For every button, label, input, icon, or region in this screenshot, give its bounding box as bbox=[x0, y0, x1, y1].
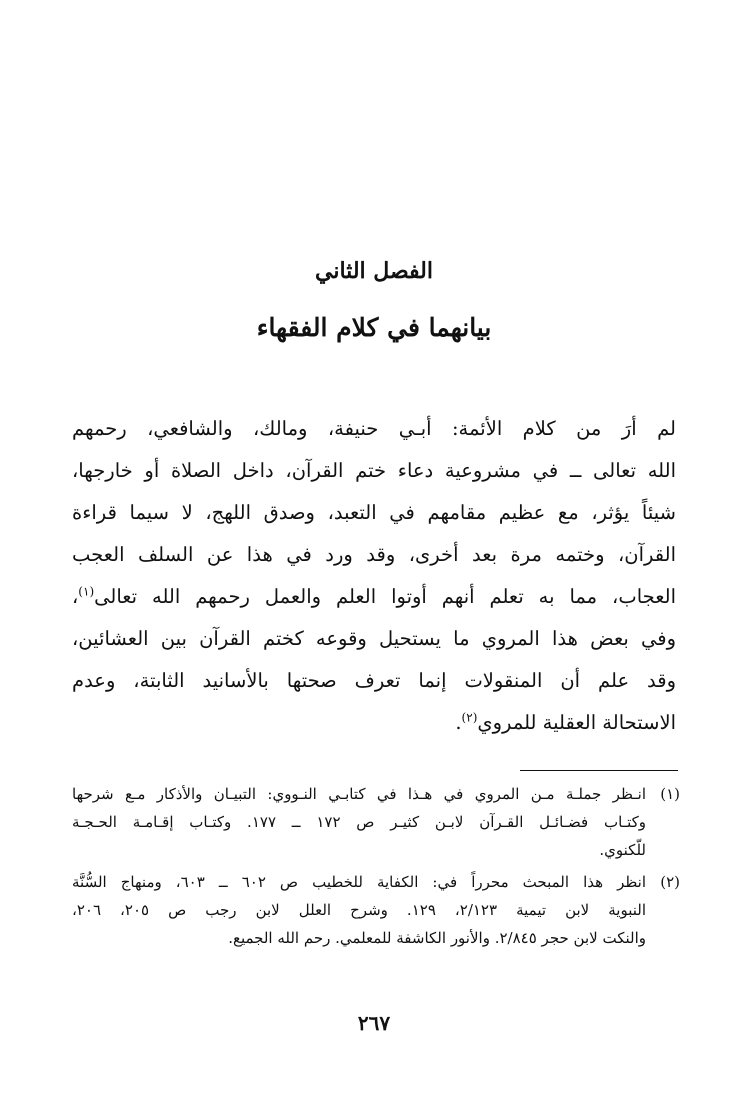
footnote-line: انظر هذا المبحث محرراً في: الكفاية للخطيب ص ٦٠٢ ــ ٦٠٣، ومنهاج السُّنَّة bbox=[72, 873, 646, 891]
footnote-line: للّكنوي. bbox=[599, 841, 646, 859]
footnote-line: النبوية لابن تيمية ٢/١٢٣، ١٢٩. وشرح العلل لابن رجب ص ٢٠٥، ٢٠٦، bbox=[72, 901, 647, 919]
footnote-number: (٢) bbox=[660, 873, 680, 891]
paragraph-line: لم أرَ من كلام الأئمة: أبـي حنيفة، ومالك، والشافعي، رحمهم bbox=[72, 417, 676, 440]
paragraph-line-text: الاستحالة العقلية للمروي bbox=[477, 711, 676, 734]
main-paragraph bbox=[72, 408, 676, 744]
paragraph-line-with-note bbox=[72, 702, 676, 744]
chapter-label: الفصل الثاني bbox=[315, 258, 433, 284]
footnote-divider bbox=[520, 770, 678, 771]
punctuation: . bbox=[455, 711, 462, 734]
footnote-ref-1[interactable]: (١) bbox=[78, 584, 95, 599]
paragraph-line-with-note bbox=[72, 576, 676, 618]
footnote-line: وكتـاب فضـائـل القـرآن لابـن كثيـر ص ١٧٢ ــ ١٧٧. وكتـاب إقـامـة الحـجـة bbox=[72, 813, 647, 831]
footnote-ref-2[interactable]: (٢) bbox=[461, 710, 478, 725]
footnote-line: انـظر جملـة مـن المروي في هـذا في كتابـي النـووي: التبيـان والأذكار مـع شرحها bbox=[72, 785, 646, 803]
footnote-number: (١) bbox=[660, 785, 680, 803]
footnote-2 bbox=[72, 868, 680, 952]
paragraph-line: شيئاً يؤثر، مع عظيم مقامهم في التعبد، وصدق اللهج، لا سيما قراءة bbox=[72, 501, 676, 524]
footnote-text bbox=[72, 780, 646, 864]
punctuation: ، bbox=[72, 585, 79, 608]
paragraph-line: وقد علم أن المنقولات إنما تعرف صحتها بالأسانيد الثابتة، وعدم bbox=[72, 669, 676, 692]
footnotes bbox=[72, 780, 680, 956]
footnote-1 bbox=[72, 780, 680, 864]
paragraph-line: الله تعالى ــ في مشروعية دعاء ختم القرآن، داخل الصلاة أو خارجها، bbox=[72, 459, 676, 482]
footnote-text bbox=[72, 868, 646, 952]
page-number: ٢٦٧ bbox=[357, 1011, 391, 1035]
paragraph-line-text: العجاب، مما به تعلم أنهم أوتوا العلم والعمل رحمهم الله تعالى bbox=[94, 585, 676, 608]
paragraph-line: وفي بعض هذا المروي ما يستحيل وقوعه كختم القرآن بين العشائين، bbox=[72, 627, 676, 650]
footnote-line: والنكت لابن حجر ٢/٨٤٥. والأنور الكاشفة للمعلمي. رحم الله الجميع. bbox=[228, 929, 646, 947]
paragraph-line: القرآن، وختمه مرة بعد أخرى، وقد ورد في هذا عن السلف العجب bbox=[72, 543, 676, 566]
chapter-title: بيانهما في كلام الفقهاء bbox=[256, 313, 492, 342]
